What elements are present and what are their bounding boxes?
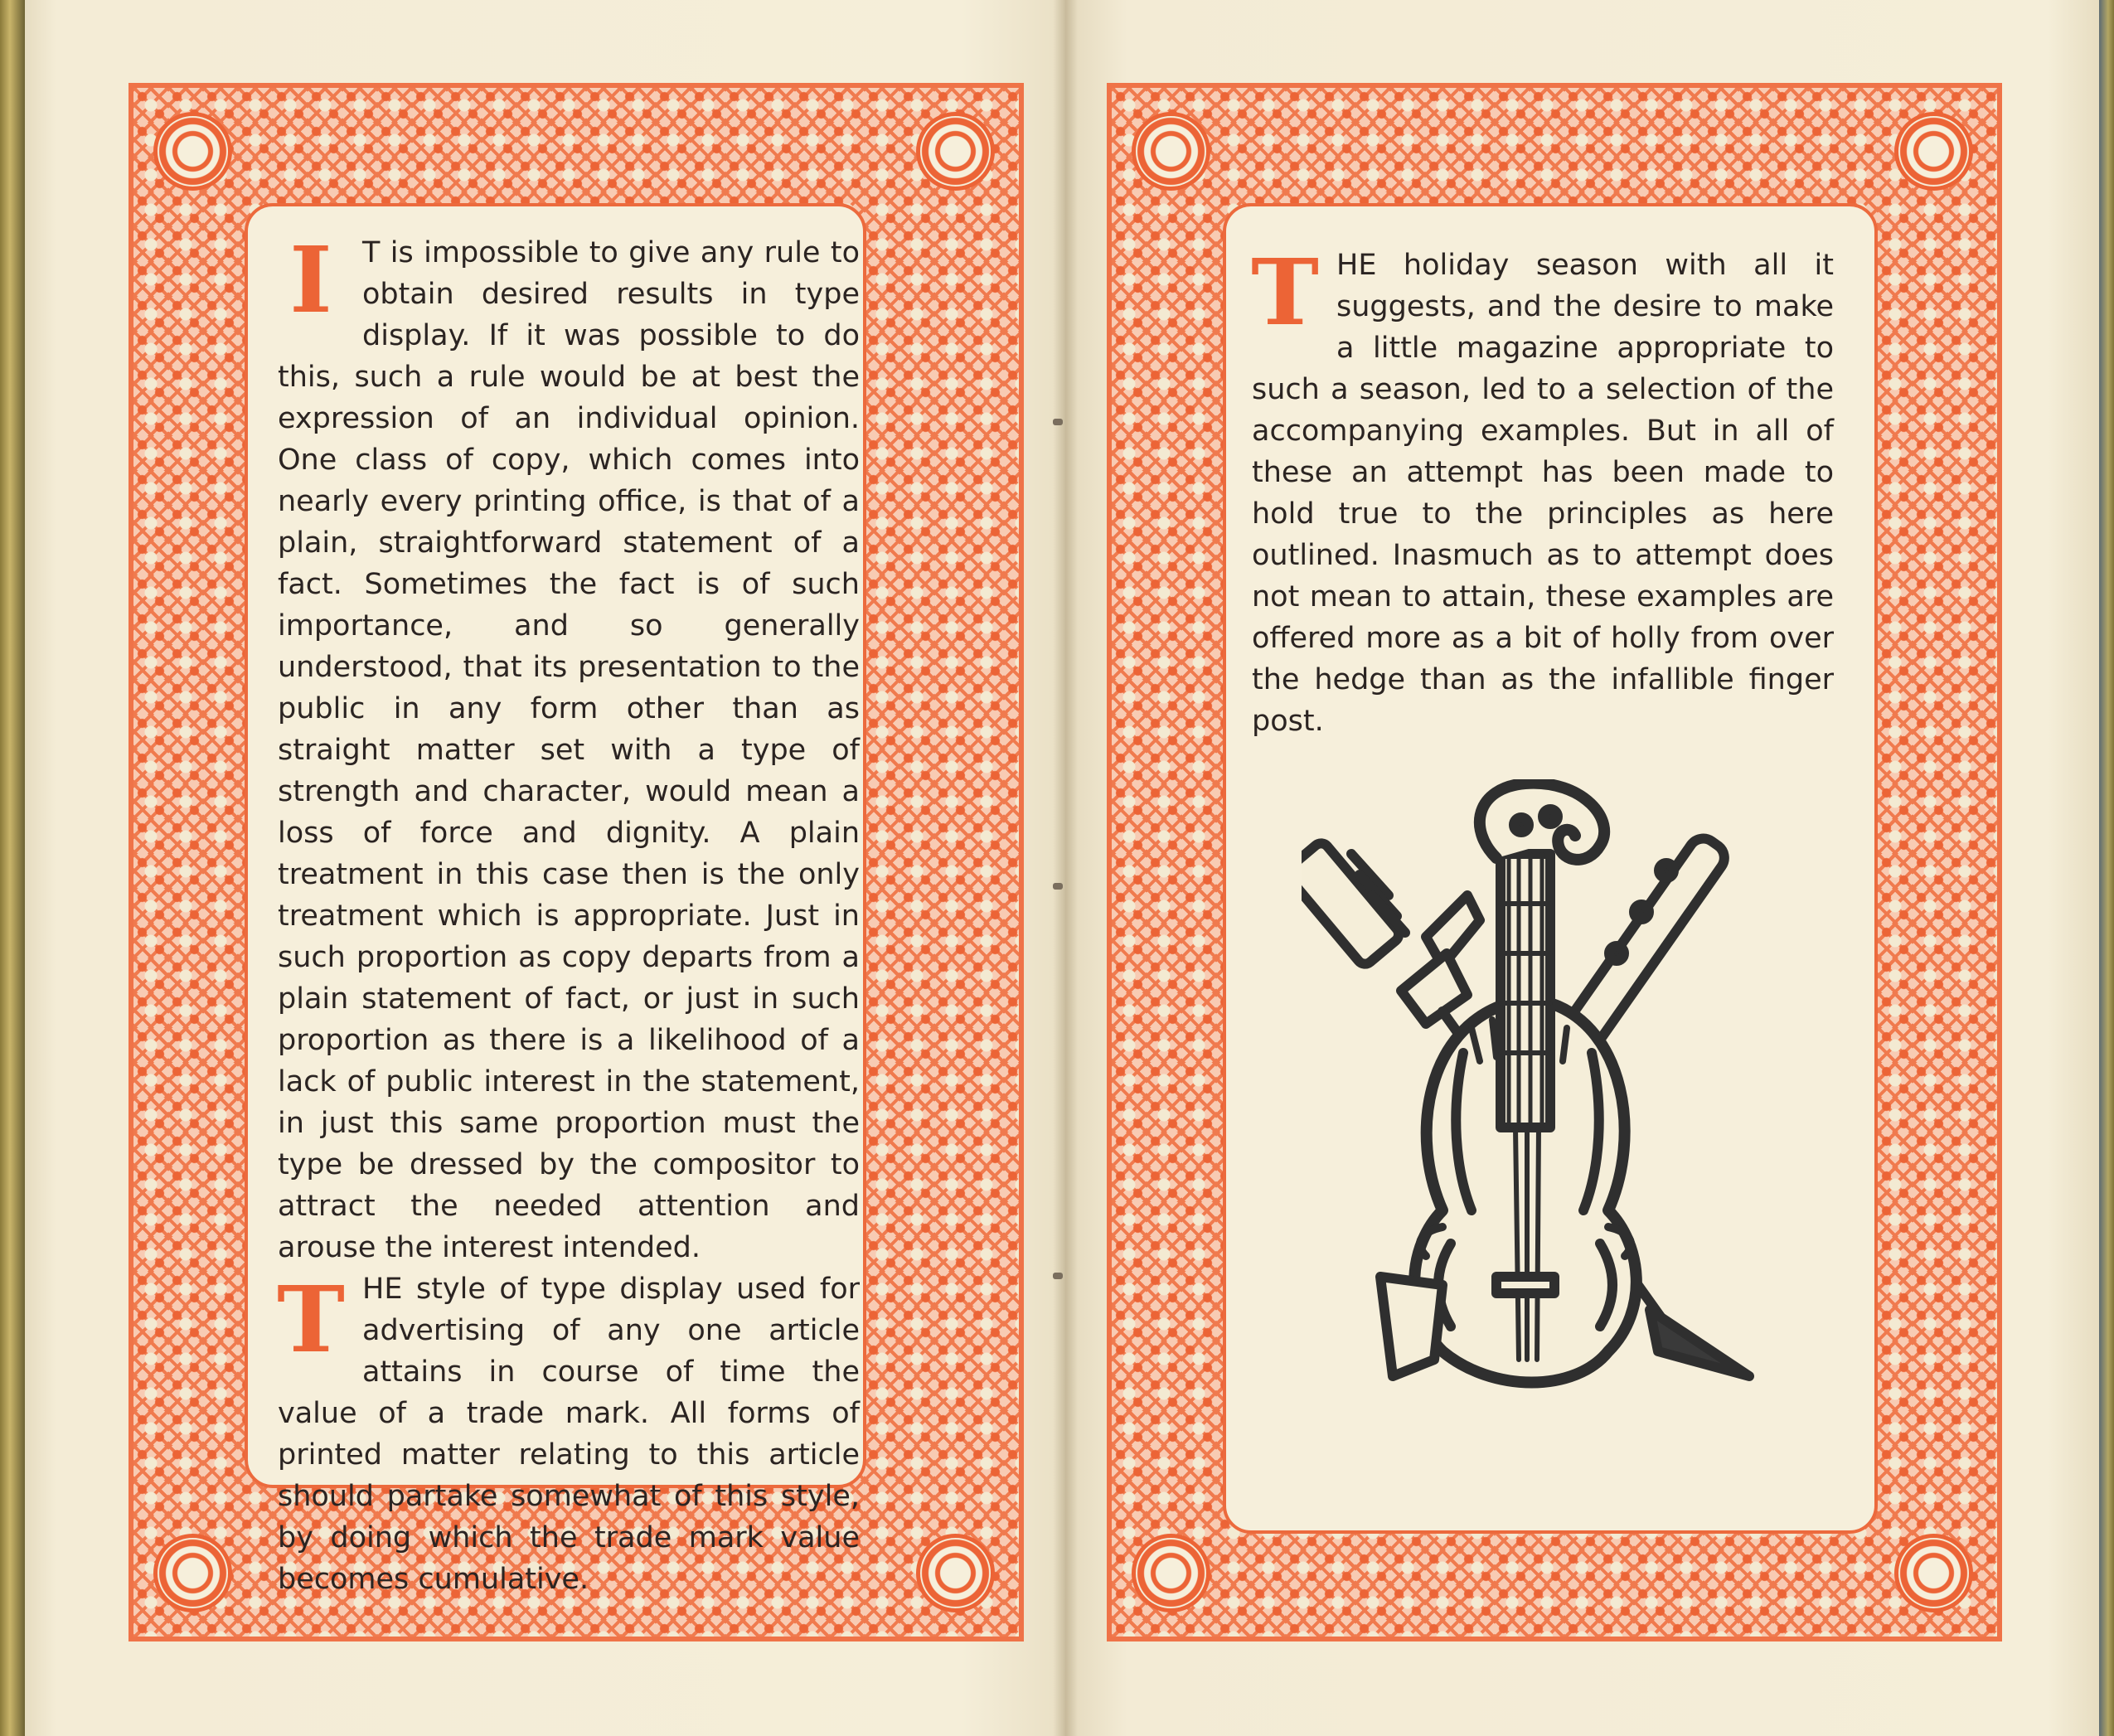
paragraph-text: HE holiday season with all it suggests, and the desire to make a little magazine appropriate to such a season, led to a selection of the accompanying examples. But in all of these an attempt has been made to hold true to the principles as here outlined. Inasmuch as to attempt does not mean to attain, these examples are offered more as a bit of holly from over the hedge than as the infallible finger post. bbox=[1252, 249, 1834, 738]
book-edge-right bbox=[2099, 0, 2114, 1736]
binding-stitch bbox=[1053, 1273, 1063, 1279]
drop-cap: I bbox=[289, 226, 332, 333]
corner-rosette-icon bbox=[153, 112, 232, 191]
paragraph bbox=[278, 226, 860, 1268]
paragraph bbox=[1251, 239, 1834, 742]
right-page-text bbox=[1251, 239, 1834, 742]
paragraph bbox=[278, 1268, 860, 1600]
binding-stitch bbox=[1053, 883, 1063, 890]
paragraph-text: HE style of type display used for advertising of any one article attains in course of time the value of a trade mark. All forms of printed matter relating to this article should partake somewhat of this style, by doing which the trade mark value becomes cumulative. bbox=[278, 1273, 860, 1596]
viol-with-crossed-sword-and-pipe-icon bbox=[1302, 779, 1832, 1393]
corner-rosette-icon bbox=[1132, 112, 1210, 191]
left-page-text bbox=[277, 226, 860, 1600]
drop-cap: T bbox=[1251, 239, 1319, 346]
corner-rosette-icon bbox=[916, 1534, 995, 1612]
book-gutter bbox=[1053, 0, 1078, 1736]
book-edge-left bbox=[0, 0, 25, 1736]
corner-rosette-icon bbox=[1894, 112, 1973, 191]
corner-rosette-icon bbox=[1132, 1534, 1210, 1612]
paragraph-text: T is impossible to give any rule to obtain desired results in type display. If it was possible to do this, such a rule would be at best the expression of an individual opinion. One class of copy, which comes into nearly every printing office, is that of a plain, straightforward statement of a fact. Sometimes the fact is of such importance, and so generally understood, that its presentation to the public in any form other than as straight matter set with a type of strength and character, would mean a loss of force and dignity. A plain treatment in this case then is the only treatment which is appropriate. Just in such proportion as copy departs from a plain statement of fact, or just in such proportion as there is a likelihood of a lack of public interest in the statement, in just this same proportion must the type be dressed by the compositor to attract the needed attention and arouse the interest intended. bbox=[278, 236, 860, 1264]
corner-rosette-icon bbox=[916, 112, 995, 191]
binding-stitch bbox=[1053, 419, 1063, 425]
corner-rosette-icon bbox=[1894, 1534, 1973, 1612]
drop-cap: T bbox=[277, 1266, 345, 1373]
viol-icon bbox=[1380, 783, 1636, 1383]
corner-rosette-icon bbox=[153, 1534, 232, 1612]
